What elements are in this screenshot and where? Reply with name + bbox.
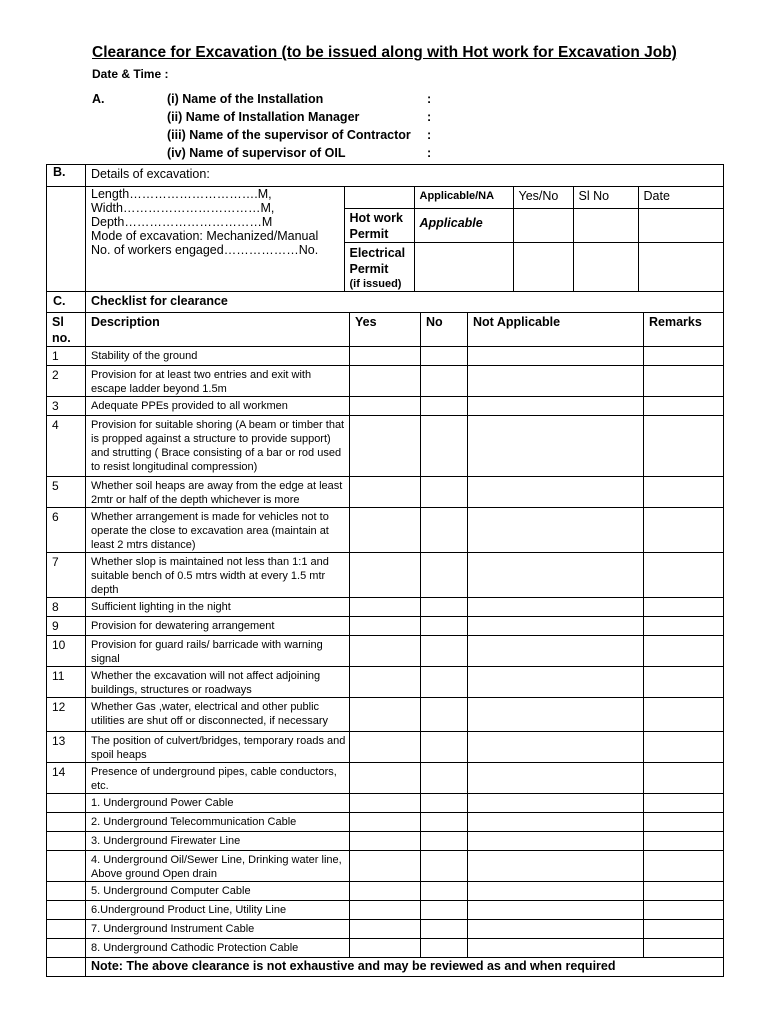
checklist-row-number: 8 [47, 597, 86, 616]
hot-work-date-cell[interactable] [638, 208, 724, 242]
underground-item-description: 2. Underground Telecommunication Cable [86, 812, 350, 831]
section-a-items [167, 91, 437, 163]
section-b-label: B. [47, 165, 86, 187]
checklist-row-number: 12 [47, 697, 86, 731]
checklist-no-cell[interactable] [421, 731, 468, 762]
checklist-remarks-cell[interactable] [644, 616, 724, 635]
checklist-not-applicable-cell[interactable] [468, 938, 644, 957]
underground-item-description: 1. Underground Power Cable [86, 793, 350, 812]
checklist-yes-cell[interactable] [350, 697, 421, 731]
underground-sub-row [47, 812, 724, 831]
date-time-label: Date & Time : [92, 67, 169, 81]
checklist-no-cell[interactable] [421, 900, 468, 919]
checklist-not-applicable-cell[interactable] [468, 762, 644, 793]
checklist-row-description: Adequate PPEs provided to all workmen [86, 396, 350, 415]
checklist-row [47, 552, 724, 597]
hot-work-permit-label: Hot work Permit [344, 208, 414, 242]
checklist-no-cell[interactable] [421, 793, 468, 812]
checklist-row-description: Whether Gas ,water, electrical and other public utilities are shut off or disconnected, if necessary [86, 697, 350, 731]
underground-sub-row [47, 831, 724, 850]
hot-work-yes-no-cell[interactable] [513, 208, 573, 242]
section-c-label: C. [47, 291, 86, 312]
underground-sub-row [47, 881, 724, 900]
underground-sub-row [47, 850, 724, 881]
checklist-remarks-cell[interactable] [644, 415, 724, 476]
electrical-permit-cell [344, 242, 414, 291]
checklist-row [47, 346, 724, 365]
not-applicable-column-header: Not Applicable [468, 312, 644, 346]
checklist-not-applicable-cell[interactable] [468, 793, 644, 812]
clearance-table [46, 164, 724, 977]
checklist-no-cell[interactable] [421, 697, 468, 731]
excavation-details-grid [86, 187, 724, 291]
oil-supervisor-row[interactable]: (iv) Name of supervisor of OIL : [167, 146, 432, 160]
checklist-remarks-cell[interactable] [644, 476, 724, 507]
checklist-yes-cell[interactable] [350, 635, 421, 666]
checklist-not-applicable-cell[interactable] [468, 365, 644, 396]
checklist-row [47, 415, 724, 476]
checklist-yes-cell[interactable] [350, 597, 421, 616]
checklist-no-cell[interactable] [421, 881, 468, 900]
electrical-yes-no-cell[interactable] [513, 242, 573, 291]
electrical-sl-no-cell[interactable] [573, 242, 638, 291]
excavation-dimensions[interactable]: Length………………………….M, Width……………………………M, Depth……………………………M Mode of excavation: Mechanized/Manual No. of workers engaged………………No. [86, 187, 344, 291]
checklist-not-applicable-cell[interactable] [468, 666, 644, 697]
underground-item-description: 8. Underground Cathodic Protection Cable [86, 938, 350, 957]
installation-name-row[interactable]: (i) Name of the Installation : [167, 92, 432, 106]
note-row [47, 957, 724, 976]
checklist-no-cell[interactable] [421, 365, 468, 396]
checklist-not-applicable-cell[interactable] [468, 850, 644, 881]
electrical-applicable-cell[interactable] [414, 242, 513, 291]
checklist-remarks-cell[interactable] [644, 938, 724, 957]
checklist-row-description: Provision for at least two entries and exit with escape ladder beyond 1.5m [86, 365, 350, 396]
installation-manager-row[interactable]: (ii) Name of Installation Manager : [167, 110, 432, 124]
checklist-row [47, 762, 724, 793]
section-b-header-row [47, 165, 724, 187]
checklist-remarks-cell[interactable] [644, 635, 724, 666]
underground-sub-row [47, 900, 724, 919]
checklist-no-cell[interactable] [421, 850, 468, 881]
checklist-row-number: 9 [47, 616, 86, 635]
checklist-no-cell[interactable] [421, 597, 468, 616]
checklist-remarks-cell[interactable] [644, 850, 724, 881]
checklist-row [47, 365, 724, 396]
yes-no-header: Yes/No [513, 187, 573, 208]
checklist-remarks-cell[interactable] [644, 552, 724, 597]
checklist-row [47, 616, 724, 635]
checklist-remarks-cell[interactable] [644, 396, 724, 415]
checklist-row [47, 731, 724, 762]
checklist-row-description: Stability of the ground [86, 346, 350, 365]
applicable-na-header: Applicable/NA [414, 187, 513, 208]
checklist-not-applicable-cell[interactable] [468, 552, 644, 597]
checklist-yes-cell[interactable] [350, 365, 421, 396]
checklist-row [47, 507, 724, 552]
clearance-note: Note: The above clearance is not exhaustive and may be reviewed as and when required [86, 957, 724, 976]
checklist-remarks-cell[interactable] [644, 812, 724, 831]
checklist-not-applicable-cell[interactable] [468, 507, 644, 552]
checklist-remarks-cell[interactable] [644, 346, 724, 365]
checklist-not-applicable-cell[interactable] [468, 697, 644, 731]
checklist-row [47, 666, 724, 697]
section-a-label: A. [92, 92, 105, 106]
underground-sub-row [47, 938, 724, 957]
checklist-not-applicable-cell[interactable] [468, 476, 644, 507]
checklist-no-cell[interactable] [421, 346, 468, 365]
checklist-not-applicable-cell[interactable] [468, 919, 644, 938]
checklist-row-number: 6 [47, 507, 86, 552]
checklist-no-cell[interactable] [421, 938, 468, 957]
electrical-permit-note: (if issued) [349, 277, 402, 290]
checklist-no-cell[interactable] [421, 812, 468, 831]
checklist-remarks-cell[interactable] [644, 666, 724, 697]
description-column-header: Description [86, 312, 350, 346]
checklist-remarks-cell[interactable] [644, 793, 724, 812]
checklist-yes-cell[interactable] [350, 938, 421, 957]
checklist-row-description: Whether soil heaps are away from the edge at least 2mtr or half of the depth whichever is more [86, 476, 350, 507]
checklist-not-applicable-cell[interactable] [468, 396, 644, 415]
checklist-no-cell[interactable] [421, 396, 468, 415]
underground-sub-row [47, 793, 724, 812]
checklist-row-number: 13 [47, 731, 86, 762]
checklist-remarks-cell[interactable] [644, 881, 724, 900]
checklist-column-headers [47, 312, 724, 346]
checklist-not-applicable-cell[interactable] [468, 597, 644, 616]
checklist-remarks-cell[interactable] [644, 365, 724, 396]
checklist-row-description: Provision for suitable shoring (A beam or timber that is propped against a structure to provide support) and strutting ( Brace consisting of a bar or rod used to resist longitudinal compression) [86, 415, 350, 476]
checklist-no-cell[interactable] [421, 666, 468, 697]
checklist-row-number: 14 [47, 762, 86, 793]
checklist-not-applicable-cell[interactable] [468, 900, 644, 919]
checklist-row-number: 2 [47, 365, 86, 396]
checklist-remarks-cell[interactable] [644, 731, 724, 762]
checklist-row-description: Presence of underground pipes, cable conductors, etc. [86, 762, 350, 793]
checklist-not-applicable-cell[interactable] [468, 635, 644, 666]
checklist-not-applicable-cell[interactable] [468, 346, 644, 365]
checklist-yes-cell[interactable] [350, 507, 421, 552]
checklist-no-cell[interactable] [421, 507, 468, 552]
date-header: Date [638, 187, 724, 208]
checklist-no-cell[interactable] [421, 552, 468, 597]
checklist-yes-cell[interactable] [350, 812, 421, 831]
sl-no-header: Sl No [573, 187, 638, 208]
checklist-row-description: Whether arrangement is made for vehicles not to operate the close to excavation area (maintain at least 2 mtrs distance) [86, 507, 350, 552]
section-c-header-row [47, 291, 724, 312]
checklist-row [47, 396, 724, 415]
checklist-no-cell[interactable] [421, 415, 468, 476]
checklist-yes-cell[interactable] [350, 850, 421, 881]
checklist-yes-cell[interactable] [350, 415, 421, 476]
hot-work-applicable-value[interactable]: Applicable [414, 208, 513, 242]
checklist-no-cell[interactable] [421, 635, 468, 666]
checklist-not-applicable-cell[interactable] [468, 415, 644, 476]
checklist-remarks-cell[interactable] [644, 919, 724, 938]
contractor-supervisor-row[interactable]: (iii) Name of the supervisor of Contractor : [167, 128, 432, 142]
checklist-not-applicable-cell[interactable] [468, 831, 644, 850]
underground-item-description: 4. Underground Oil/Sewer Line, Drinking water line, Above ground Open drain [86, 850, 350, 881]
checklist-yes-cell[interactable] [350, 616, 421, 635]
remarks-column-header: Remarks [644, 312, 724, 346]
checklist-row-number: 5 [47, 476, 86, 507]
checklist-no-cell[interactable] [421, 831, 468, 850]
checklist-no-cell[interactable] [421, 616, 468, 635]
checklist-not-applicable-cell[interactable] [468, 812, 644, 831]
checklist-yes-cell[interactable] [350, 346, 421, 365]
no-column-header: No [421, 312, 468, 346]
checklist-yes-cell[interactable] [350, 396, 421, 415]
checklist-yes-cell[interactable] [350, 476, 421, 507]
checklist-not-applicable-cell[interactable] [468, 616, 644, 635]
checklist-yes-cell[interactable] [350, 881, 421, 900]
checklist-row-description: Whether the excavation will not affect adjoining buildings, structures or roadways [86, 666, 350, 697]
electrical-permit-label: Electrical Permit [349, 245, 406, 276]
excavation-details-row [47, 187, 724, 292]
checklist-row-description: Provision for dewatering arrangement [86, 616, 350, 635]
checklist-no-cell[interactable] [421, 476, 468, 507]
checklist-row-number: 7 [47, 552, 86, 597]
checklist-remarks-cell[interactable] [644, 831, 724, 850]
checklist-remarks-cell[interactable] [644, 597, 724, 616]
electrical-date-cell[interactable] [638, 242, 724, 291]
checklist-remarks-cell[interactable] [644, 762, 724, 793]
underground-item-description: 3. Underground Firewater Line [86, 831, 350, 850]
checklist-row [47, 697, 724, 731]
underground-item-description: 5. Underground Computer Cable [86, 881, 350, 900]
checklist-not-applicable-cell[interactable] [468, 881, 644, 900]
checklist-row-description: Whether slop is maintained not less than 1:1 and suitable bench of 0.5 mtrs width at every 1.5 mtr depth [86, 552, 350, 597]
underground-sub-row [47, 919, 724, 938]
underground-item-description: 6.Underground Product Line, Utility Line [86, 900, 350, 919]
checklist-row-description: The position of culvert/bridges, temporary roads and spoil heaps [86, 731, 350, 762]
checklist-yes-cell[interactable] [350, 831, 421, 850]
checklist-row [47, 597, 724, 616]
checklist-remarks-cell[interactable] [644, 507, 724, 552]
checklist-row-number: 10 [47, 635, 86, 666]
checklist-yes-cell[interactable] [350, 900, 421, 919]
checklist-yes-cell[interactable] [350, 666, 421, 697]
checklist-row [47, 476, 724, 507]
checklist-row-number: 3 [47, 396, 86, 415]
sl-no-column-header: Sl no. [47, 312, 86, 346]
section-c-title: Checklist for clearance [86, 291, 724, 312]
checklist-yes-cell[interactable] [350, 919, 421, 938]
checklist-no-cell[interactable] [421, 919, 468, 938]
checklist-row-number: 1 [47, 346, 86, 365]
checklist-row [47, 635, 724, 666]
checklist-row-description: Provision for guard rails/ barricade with warning signal [86, 635, 350, 666]
checklist-remarks-cell[interactable] [644, 900, 724, 919]
checklist-row-description: Sufficient lighting in the night [86, 597, 350, 616]
form-title: Clearance for Excavation (to be issued along with Hot work for Excavation Job) [92, 44, 677, 61]
section-b-title: Details of excavation: [86, 165, 724, 187]
checklist-yes-cell[interactable] [350, 552, 421, 597]
checklist-no-cell[interactable] [421, 762, 468, 793]
underground-item-description: 7. Underground Instrument Cable [86, 919, 350, 938]
checklist-not-applicable-cell[interactable] [468, 731, 644, 762]
checklist-row-number: 11 [47, 666, 86, 697]
checklist-remarks-cell[interactable] [644, 697, 724, 731]
checklist-yes-cell[interactable] [350, 762, 421, 793]
checklist-row-number: 4 [47, 415, 86, 476]
checklist-yes-cell[interactable] [350, 731, 421, 762]
yes-column-header: Yes [350, 312, 421, 346]
hot-work-sl-no-cell[interactable] [573, 208, 638, 242]
checklist-yes-cell[interactable] [350, 793, 421, 812]
